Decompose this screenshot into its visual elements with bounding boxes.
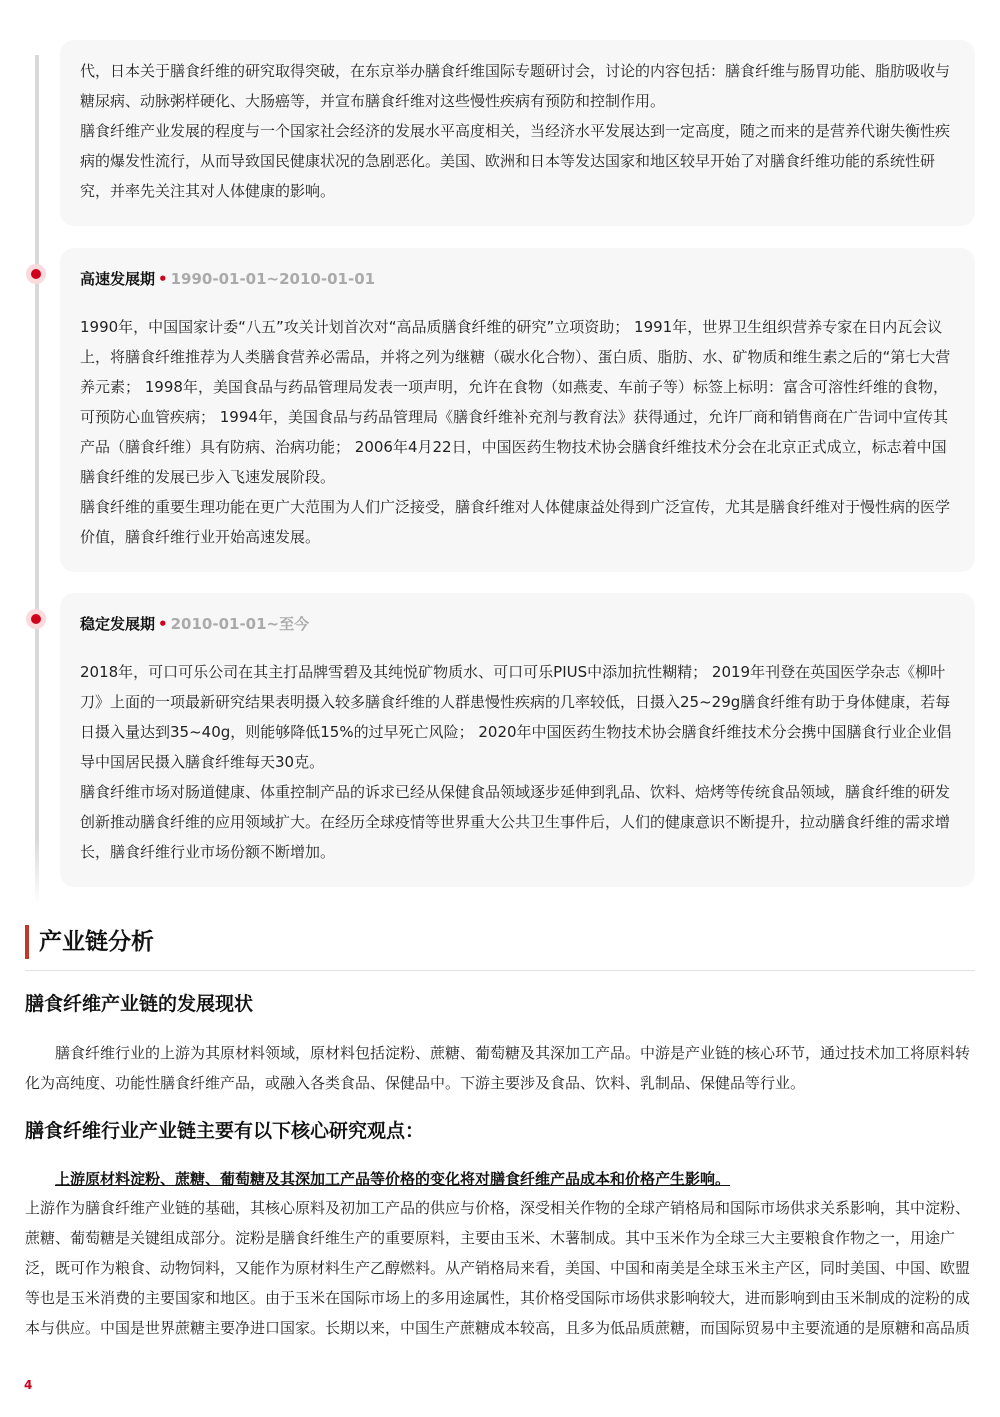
stage-date: 1990-01-01~2010-01-01 — [170, 270, 376, 288]
stage-separator: • — [158, 615, 168, 633]
stage2-paragraph: 1990年，中国国家计委“八五”攻关计划首次对“高品质膳食纤维的研究”立项资助； 1991年，世界卫生组织营养专家在日内瓦会议上，将膳食纤维推荐为人类膳食营养必需品，并将之列为继糖（碳水化合物）、蛋白质、脂肪、水、矿物质和维生素之后的“第七大营养元素； 1998年，美国食品与药品管理局发表一项声明，允许在食物（如燕麦、车前子等）标签上标明：富含可溶性纤维的食物，可预防心血管疾病； 1994年，美国食品与药品管理局《膳食纤维补充剂与教育法》获得通过，允许厂商和销售商在广告词中宣传其产品（膳食纤维）具有防病、治病功能； 2006年4月22日，中国医药生物技术协会膳食纤维技术分会在北京正式成立，标志着中国膳食纤维的发展已步入飞速发展阶段。 — [80, 318, 951, 486]
stage-separator: • — [158, 270, 168, 288]
timeline-card-stage1 — [60, 40, 975, 226]
stage-header — [80, 609, 955, 639]
stage1-paragraph: 膳食纤维产业发展的程度与一个国家社会经济的发展水平高度相关，当经济水平发展达到一定高度，随之而来的是营养代谢失衡性疾病的爆发性流行，从而导致国民健康状况的急剧恶化。美国、欧洲和日本等发达国家和地区较早开始了对膳食纤维功能的系统性研究，并率先关注其对人体健康的影响。 — [80, 122, 951, 200]
subsection-title: 膳食纤维行业产业链主要有以下核心研究观点： — [25, 1120, 425, 1142]
stage-header — [80, 264, 955, 294]
stage2-paragraph: 膳食纤维的重要生理功能在更广大范围为人们广泛接受，膳食纤维对人体健康益处得到广泛宣传，尤其是膳食纤维对于慢性病的医学价值，膳食纤维行业开始高速发展。 — [80, 498, 951, 546]
body-paragraph: 膳食纤维行业的上游为其原材料领域，原材料包括淀粉、蔗糖、葡萄糖及其深加工产品。中游是产业链的核心环节，通过技术加工将原料转化为高纯度、功能性膳食纤维产品，或融入各类食品、保健品中。下游主要涉及食品、饮料、乳制品、保健品等行业。 — [25, 1044, 971, 1092]
timeline-dot — [26, 264, 46, 284]
page-number: 4 — [24, 1378, 33, 1392]
timeline-line — [35, 55, 39, 905]
key-point-title: 上游原材料淀粉、蔗糖、葡萄糖及其深加工产品等价格的变化将对膳食纤维产品成本和价格产生影响。 — [55, 1170, 731, 1188]
stage3-paragraph: 膳食纤维市场对肠道健康、体重控制产品的诉求已经从保健食品领域逐步延伸到乳品、饮料、焙烤等传统食品领域，膳食纤维的研发创新推动膳食纤维的应用领域扩大。在经历全球疫情等世界重大公共卫生事件后，人们的健康意识不断提升，拉动膳食纤维的需求增长，膳食纤维行业市场份额不断增加。 — [80, 783, 951, 861]
subsection-title: 膳食纤维产业链的发展现状 — [25, 993, 254, 1015]
timeline-dot — [26, 609, 46, 629]
stage1-paragraph: 代，日本关于膳食纤维的研究取得突破，在东京举办膳食纤维国际专题研讨会，讨论的内容包括：膳食纤维与肠胃功能、脂肪吸收与糖尿病、动脉粥样硬化、大肠癌等，并宣布膳食纤维对这些慢性疾病有预防和控制作用。 — [80, 62, 951, 110]
body-paragraph: 上游作为膳食纤维产业链的基础，其核心原料及初加工产品的供应与价格，深受相关作物的全球产销格局和国际市场供求关系影响，其中淀粉、蔗糖、葡萄糖是关键组成部分。淀粉是膳食纤维生产的重要原料，主要由玉米、木薯制成。其中玉米作为全球三大主要粮食作物之一，用途广泛，既可作为粮食、动物饲料，又能作为原材料生产乙醇燃料。从产销格局来看，美国、中国和南美是全球玉米主产区，同时美国、中国、欧盟等也是玉米消费的主要国家和地区。由于玉米在国际市场上的多用途属性，其价格受国际市场供求影响较大，进而影响到由玉米制成的淀粉的成本与供应。中国是世界蔗糖主要净进口国家。长期以来，中国生产蔗糖成本较高，且多为低品质蔗糖，而国际贸易中主要流通的是原糖和高品质 — [25, 1199, 971, 1337]
stage-title: 高速发展期 — [80, 270, 156, 288]
section-divider — [25, 970, 975, 971]
section-title: 产业链分析 — [25, 925, 154, 959]
stage-title: 稳定发展期 — [80, 615, 156, 633]
stage-date: 2010-01-01~至今 — [170, 615, 310, 633]
timeline-card-stage3 — [60, 593, 975, 887]
stage3-paragraph: 2018年，可口可乐公司在其主打品牌雪碧及其纯悦矿物质水、可口可乐PIUS中添加抗性糊精； 2019年刊登在英国医学杂志《柳叶刀》上面的一项最新研究结果表明摄入较多膳食纤维的人群患慢性疾病的几率较低，日摄入25~29g膳食纤维有助于身体健康，若每日摄入量达到35~40g，则能够降低15%的过早死亡风险； 2020年中国医药生物技术协会膳食纤维技术分会携中国膳食行业企业倡导中国居民摄入膳食纤维每天30克。 — [80, 663, 952, 771]
timeline-card-stage2 — [60, 248, 975, 572]
